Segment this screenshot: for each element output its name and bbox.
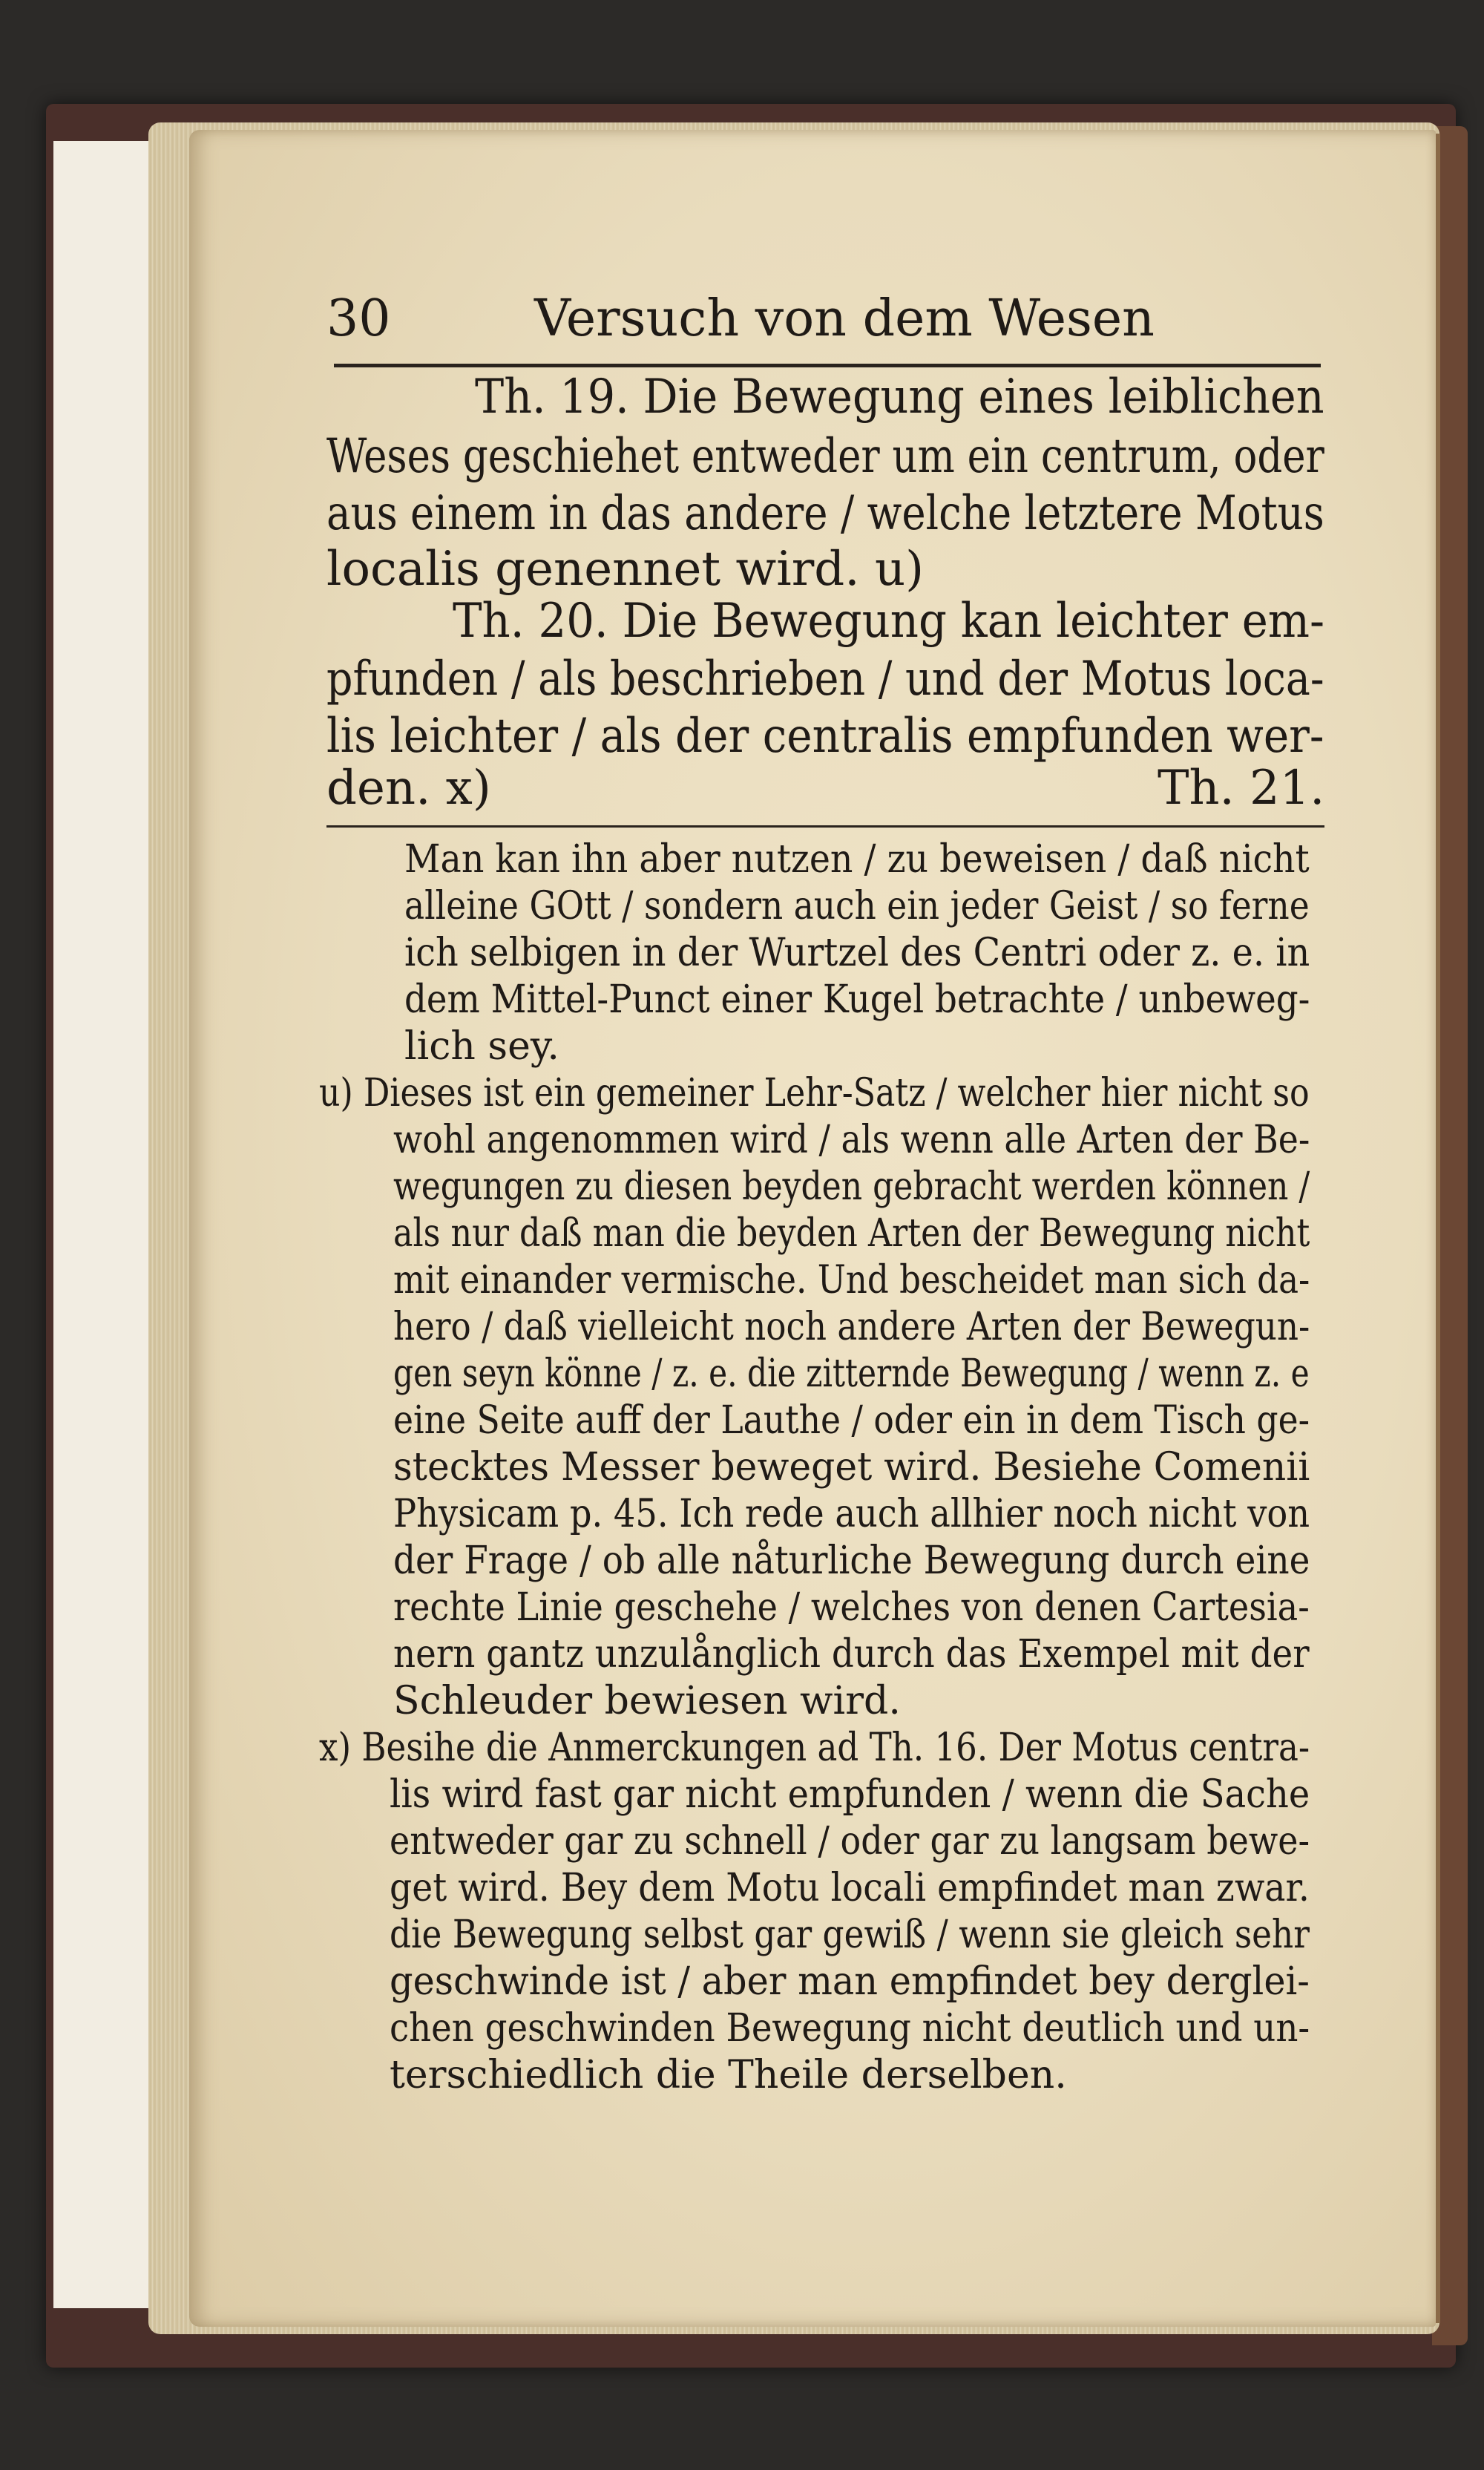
header-rule [334,364,1321,367]
note-line-22: entweder gar zu schnell / oder gar zu langsam bewe- [390,1819,1310,1864]
note-line-1: Man kan ihn aber nutzen / zu beweisen / daß nicht [404,837,1310,882]
running-title: Versuch von dem Wesen [534,289,1155,348]
note-line-17: rechte Linie geschehe / welches von denen Cartesia- [393,1585,1310,1630]
note-line-20: x) Besihe die Anmerckungen ad Th. 16. Der Motus centra- [319,1726,1310,1770]
note-line-14: stecktes Messer beweget wird. Besiehe Comenii [393,1445,1310,1490]
main-line-5: Th. 20. Die Bewegung kan leichter em- [453,594,1325,649]
note-line-24: die Bewegung selbst gar gewiß / wenn sie gleich sehr [390,1913,1310,1957]
note-line-8: wegungen zu diesen beyden gebracht werden können / [393,1164,1310,1209]
note-line-7: wohl angenommen wird / als wenn alle Arten der Be- [393,1118,1310,1162]
note-line-4: dem Mittel-Punct einer Kugel betrachte / unbeweg- [404,977,1310,1022]
main-line-7: lis leichter / als der centralis empfunden wer- [326,709,1324,764]
main-line-8: den. x) [326,761,491,816]
main-line-4: localis genennet wird. u) [326,542,925,597]
footnote-rule [326,825,1324,828]
note-line-11: hero / daß vielleicht noch andere Arten der Bewegun- [393,1305,1310,1349]
note-line-26: chen geschwinden Bewegung nicht deutlich und un- [390,2006,1310,2051]
note-line-19: Schleuder bewiesen wird. [393,1679,901,1723]
note-line-15: Physicam p. 45. Ich rede auch allhier noch nicht von [393,1492,1310,1536]
main-line-3: aus einem in das andere / welche letztere Motus [326,486,1324,541]
catchword: Th. 21. [1158,761,1325,816]
note-line-25: geschwinde ist / aber man empfindet bey derglei- [390,1959,1310,2004]
note-line-10: mit einander vermische. Und bescheidet man sich da- [393,1258,1310,1303]
note-line-16: der Frage / ob alle nåturliche Bewegung durch eine [393,1539,1310,1583]
note-line-3: ich selbigen in der Wurtzel des Centri oder z. e. in [404,931,1310,975]
main-line-6: pfunden / als beschrieben / und der Motus loca- [326,652,1324,707]
note-line-12: gen seyn könne / z. e. die zitternde Bewegung / wenn z. e [393,1352,1310,1396]
main-line-1: Th. 19. Die Bewegung eines leiblichen [475,370,1324,425]
note-line-21: lis wird fast gar nicht empfunden / wenn die Sache [390,1772,1310,1817]
note-line-23: get wird. Bey dem Motu locali empfindet man zwar. [390,1866,1310,1910]
note-line-2: alleine GOtt / sondern auch ein jeder Geist / so ferne [404,884,1310,928]
note-line-9: als nur daß man die beyden Arten der Bewegung nicht [393,1211,1310,1256]
main-line-2: Weses geschiehet entweder um ein centrum, oder [326,429,1324,484]
page-number: 30 [326,289,391,348]
note-line-18: nern gantz unzulånglich durch das Exempel mit der [393,1632,1310,1677]
note-line-13: eine Seite auff der Lauthe / oder ein in dem Tisch ge- [393,1398,1310,1443]
note-line-27: terschiedlich die Theile derselben. [390,2053,1067,2097]
note-line-6: u) Dieses ist ein gemeiner Lehr-Satz / welcher hier nicht so [319,1071,1310,1116]
note-line-5: lich sey. [404,1024,559,1069]
page-right-edge [1436,134,1440,2323]
